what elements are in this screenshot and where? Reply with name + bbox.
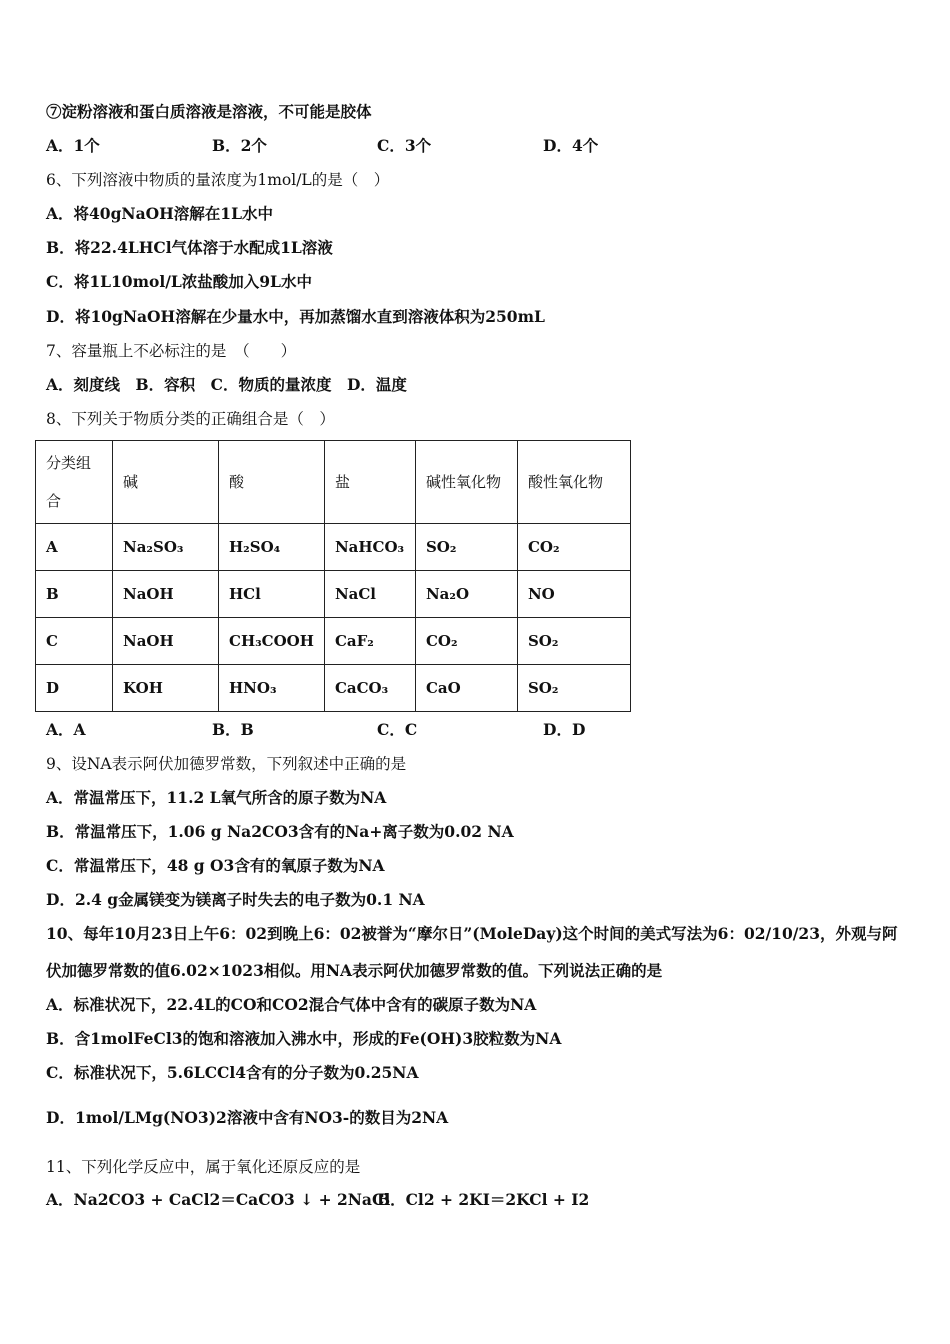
- table-cell: Na₂O: [415, 571, 517, 618]
- table-cell: HCl: [219, 571, 325, 618]
- q7-options: A．刻度线 B．容积 C．物质的量浓度 D．温度: [46, 375, 407, 394]
- table-row: [36, 665, 631, 712]
- header-cell: 盐: [324, 441, 415, 524]
- table-cell: NO: [517, 571, 630, 618]
- q10-option-a: A．标准状况下，22.4L的CO和CO2混合气体中含有的碳原子数为NA: [46, 995, 537, 1014]
- q5-option-b: B．2个: [212, 136, 267, 155]
- q10-option-c: C．标准状况下，5.6LCCl4含有的分子数为0.25NA: [46, 1063, 419, 1082]
- table-cell: CO₂: [517, 524, 630, 571]
- table-cell: HNO₃: [219, 665, 325, 712]
- table-cell: D: [36, 665, 113, 712]
- table-cell: CaCO₃: [324, 665, 415, 712]
- header-cell: 分类组合: [36, 441, 113, 524]
- q9-option-b: B．常温常压下，1.06 g Na2CO3含有的Na+离子数为0.02 NA: [46, 822, 514, 841]
- q9-option-a: A．常温常压下，11.2 L氧气所含的原子数为NA: [46, 788, 387, 807]
- table-cell: CO₂: [415, 618, 517, 665]
- table-cell: NaHCO₃: [324, 524, 415, 571]
- q6-option-c: C．将1L10mol/L浓盐酸加入9L水中: [46, 272, 312, 291]
- table-cell: CaO: [415, 665, 517, 712]
- table-cell: Na₂SO₃: [113, 524, 219, 571]
- classification-table: [35, 440, 631, 712]
- table-cell: A: [36, 524, 113, 571]
- q5-option-a: A．1个: [46, 136, 100, 155]
- table-cell: NaOH: [113, 571, 219, 618]
- q10-stem-line2: 伏加德罗常数的值6.02×1023相似。用NA表示阿伏加德罗常数的值。下列说法正确的是: [46, 961, 663, 980]
- q9-option-c: C．常温常压下，48 g O3含有的氧原子数为NA: [46, 856, 385, 875]
- q11-stem: 11、下列化学反应中，属于氧化还原反应的是: [46, 1158, 361, 1176]
- table-header-row: [36, 441, 631, 524]
- q5-option-d: D．4个: [543, 136, 599, 155]
- q6-option-b: B．将22.4LHCl气体溶于水配成1L溶液: [46, 238, 333, 257]
- q6-option-a: A．将40gNaOH溶解在1L水中: [46, 204, 273, 223]
- q8-option-a: A．A: [46, 720, 86, 739]
- table-cell: KOH: [113, 665, 219, 712]
- table-cell: C: [36, 618, 113, 665]
- q10-stem-line1: 10、每年10月23日上午6：02到晚上6：02被誉为“摩尔日”(MoleDay)这个时间的美式写法为6：02/10/23，外观与阿: [46, 924, 898, 943]
- table-cell: B: [36, 571, 113, 618]
- table-cell: SO₂: [517, 618, 630, 665]
- q8-option-c: C．C: [377, 720, 418, 739]
- q10-option-d: D．1mol/LMg(NO3)2溶液中含有NO3-的数目为2NA: [46, 1108, 449, 1127]
- header-cell: 酸: [219, 441, 325, 524]
- table-row: [36, 618, 631, 665]
- table-cell: NaOH: [113, 618, 219, 665]
- table-cell: NaCl: [324, 571, 415, 618]
- q11-option-b: B．Cl2 + 2KI＝2KCl + I2: [377, 1190, 590, 1209]
- q6-stem: 6、下列溶液中物质的量浓度为1mol/L的是（ ）: [46, 171, 390, 189]
- table-cell: SO₂: [517, 665, 630, 712]
- table-cell: H₂SO₄: [219, 524, 325, 571]
- q8-option-b: B．B: [212, 720, 254, 739]
- q6-option-d: D．将10gNaOH溶解在少量水中，再加蒸馏水直到溶液体积为250mL: [46, 307, 545, 326]
- q11-option-a: A．Na2CO3 + CaCl2＝CaCO3 ↓ + 2NaCl: [46, 1190, 391, 1209]
- header-cell: 碱性氧化物: [415, 441, 517, 524]
- table-row: [36, 524, 631, 571]
- q9-stem: 9、设NA表示阿伏加德罗常数，下列叙述中正确的是: [46, 755, 407, 773]
- header-cell: 酸性氧化物: [517, 441, 630, 524]
- table-cell: SO₂: [415, 524, 517, 571]
- q5-option-c: C．3个: [377, 136, 432, 155]
- q8-option-d: D．D: [543, 720, 586, 739]
- table-row: [36, 571, 631, 618]
- q10-option-b: B．含1molFeCl3的饱和溶液加入沸水中，形成的Fe(OH)3胶粒数为NA: [46, 1029, 562, 1048]
- q8-stem: 8、下列关于物质分类的正确组合是（ ）: [46, 410, 335, 428]
- table-cell: CH₃COOH: [219, 618, 325, 665]
- q9-option-d: D．2.4 g金属镁变为镁离子时失去的电子数为0.1 NA: [46, 890, 425, 909]
- header-cell: 碱: [113, 441, 219, 524]
- q5-statement-7: ⑦淀粉溶液和蛋白质溶液是溶液，不可能是胶体: [46, 102, 372, 121]
- q7-stem: 7、容量瓶上不必标注的是 （ ）: [46, 342, 297, 360]
- table-cell: CaF₂: [324, 618, 415, 665]
